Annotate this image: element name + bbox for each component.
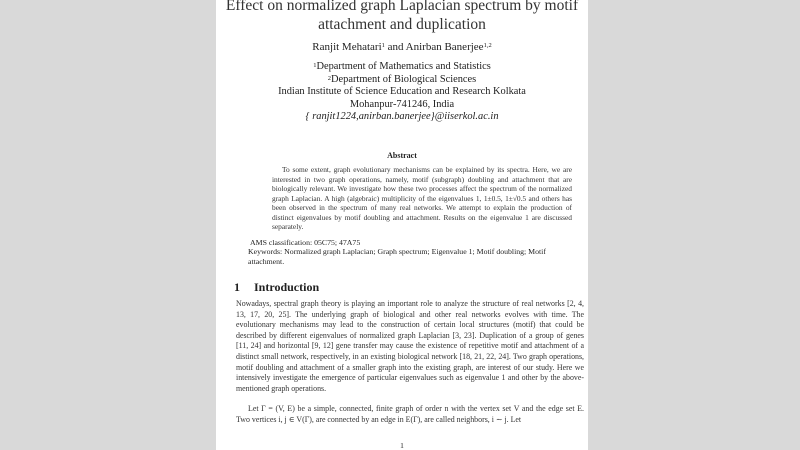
paragraph: Let Γ = (V, E) be a simple, connected, finite graph of order n with the vertex set V and the edge set E. Two vertices i, j ∈ V(Γ), are connected by an edge in E(Γ), are called neighbors, i ∼ j. Let [236, 404, 584, 424]
paper-page [216, 0, 588, 450]
title-line-2: attachment and duplication [318, 16, 486, 33]
section-number: 1 [234, 280, 240, 294]
affiliation-2 [216, 74, 588, 87]
affiliation-1-text: Department of Mathematics and Statistics [316, 61, 491, 72]
author-1: Ranjit Mehatari [312, 41, 382, 53]
section-heading [234, 280, 319, 295]
affiliation-1-mark: 1 [313, 62, 317, 69]
section-title: Introduction [254, 280, 320, 294]
author-1-affil: 1 [381, 42, 385, 49]
abstract-text: To some extent, graph evolutionary mechanisms can be explained by its spectra. Here, we are interested in two graph operations, namely, motif (subgraph) doubling and attachment that are biologically relevant. We investigate how these two processes affect the spectrum of the normalized graph Laplacian. A high (algebraic) multiplicity of the eigenvalues 1, 1±0.5, 1±√0.5 and others has been observed in the spectrum of many real networks. We attempt to explain the production of distinct eigenvalues by motif doubling and attachment. Results on the eigenvalue 1 are discussed separately. [272, 165, 572, 231]
ams-classification: AMS classification: 05C75; 47A75 [250, 238, 361, 247]
title-line-1: Effect on normalized graph Laplacian spectrum by motif [225, 0, 579, 14]
institute: Indian Institute of Science Education and Research Kolkata [278, 86, 526, 98]
author-2: Anirban Banerjee [405, 41, 484, 53]
ams-block [248, 238, 566, 266]
affiliation-2-text: Department of Biological Sciences [331, 73, 477, 85]
body-text [236, 299, 584, 436]
affiliation-1 [216, 61, 588, 74]
author-line [216, 40, 588, 54]
abstract-heading: Abstract [387, 151, 417, 160]
author-2-affil: 1,2 [483, 42, 492, 49]
affiliations [216, 61, 588, 124]
paper-title [216, 0, 588, 34]
email: { ranjit1224,anirban.banerjee}@iiserkol.ac.in [305, 111, 499, 123]
paragraph: Nowadays, spectral graph theory is playing an important role to analyze the structure of real networks [2, 4, 13, 17, 20, 25]. The underlying graph of biological and other real networks evolves with time. The evolutionary mechanisms may lead to the construction of certain local structures (motif) that could be described by different eigenvalues of normalized graph Laplacian [3, 23]. Duplication of a group of genes [11, 24] and horizontal [9, 12] gene transfer may cause the existence of repetitive motif and attachment of a distinct small network, respectively, in an existing biological network [18, 21, 22, 24]. Two graph operations, motif doubling and attachment of a smaller graph into the existing graph, are interest of our study. Here we intensively investigate the emergence of particular eigenvalues such as eigenvalue 1 and other by the above-mentioned graph operations. [236, 299, 584, 393]
address: Mohanpur-741246, India [349, 98, 455, 110]
author-conjunction: and [384, 41, 406, 53]
page-number: 1 [400, 441, 404, 450]
keywords: Keywords: Normalized graph Laplacian; Graph spectrum; Eigenvalue 1; Motif doubling; Motif attachment. [248, 247, 546, 266]
affiliation-2-mark: 2 [327, 74, 332, 82]
